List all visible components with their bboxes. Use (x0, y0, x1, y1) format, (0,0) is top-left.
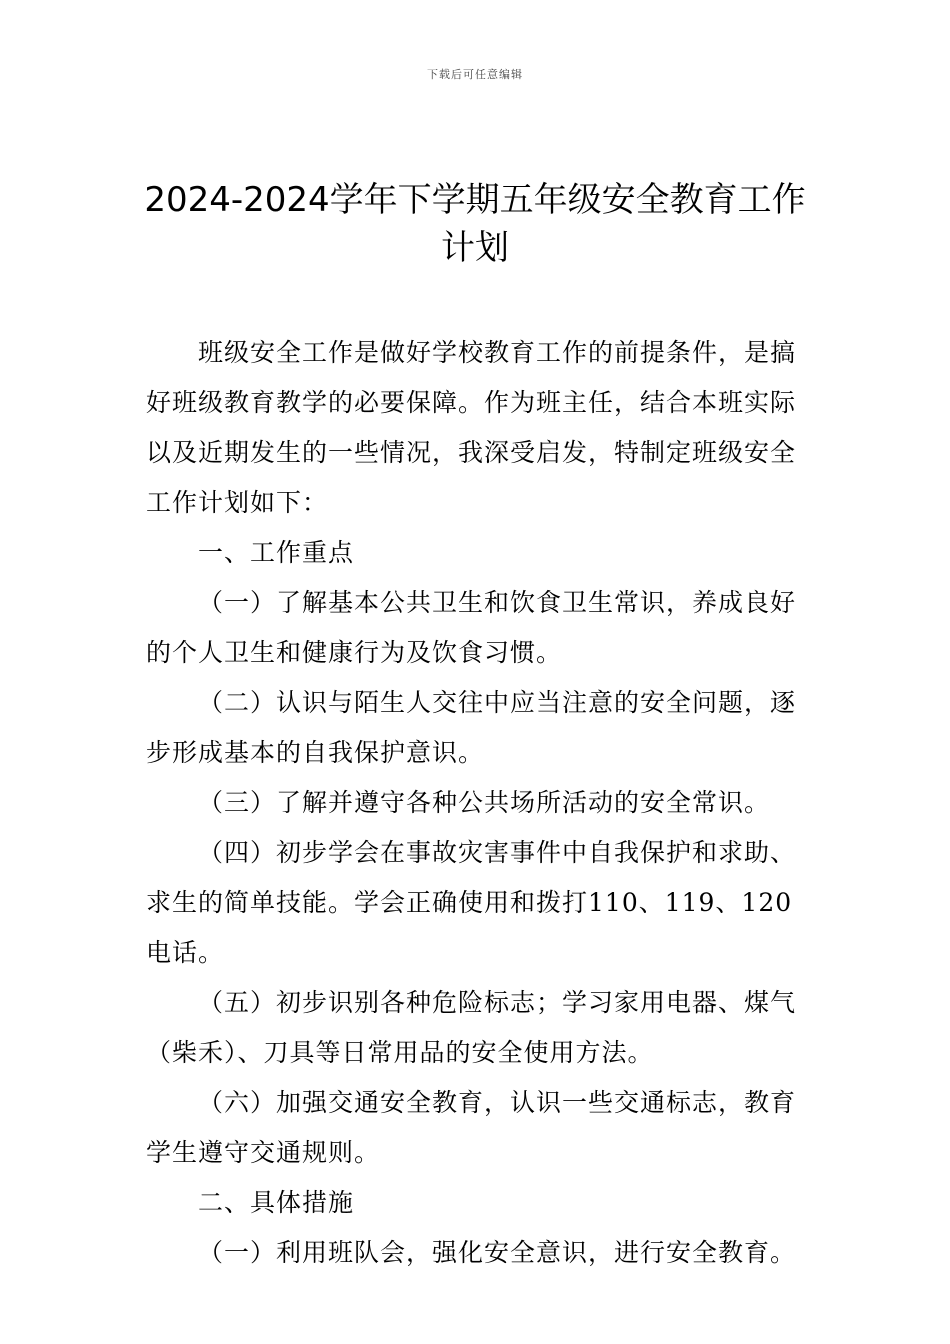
list-item: （一）了解基本公共卫生和饮食卫生常识，养成良好的个人卫生和健康行为及饮食习惯。 (146, 588, 797, 667)
intro-paragraph: 班级安全工作是做好学校教育工作的前提条件，是搞好班级教育教学的必要保障。作为班主任，结合本班实际以及近期发生的一些情况，我深受启发，特制定班级安全工作计划如下： (146, 338, 797, 517)
header-note: 下载后可任意编辑 (427, 68, 523, 81)
section-heading-measures: 二、具体措施 (198, 1188, 355, 1217)
list-item: （一）利用班队会，强化安全意识，进行安全教育。 (198, 1238, 797, 1267)
document-body (146, 328, 810, 1278)
list-item: （二）认识与陌生人交往中应当注意的安全问题，逐步形成基本的自我保护意识。 (146, 688, 797, 767)
list-item: （五）初步识别各种危险标志；学习家用电器、煤气（柴禾）、刀具等日常用品的安全使用方法。 (146, 988, 797, 1067)
list-item: （三）了解并遵守各种公共场所活动的安全常识。 (198, 788, 771, 817)
list-item: （四）初步学会在事故灾害事件中自我保护和求助、求生的简单技能。学会正确使用和拨打110、119、120电话。 (146, 838, 797, 967)
document-title (120, 176, 830, 272)
title-line-2: 计划 (441, 228, 509, 268)
list-item: （六）加强交通安全教育，认识一些交通标志，教育学生遵守交通规则。 (146, 1088, 797, 1167)
title-line-1: 2024-2024学年下学期五年级安全教育工作 (144, 180, 806, 220)
section-heading-work-focus: 一、工作重点 (198, 538, 355, 567)
